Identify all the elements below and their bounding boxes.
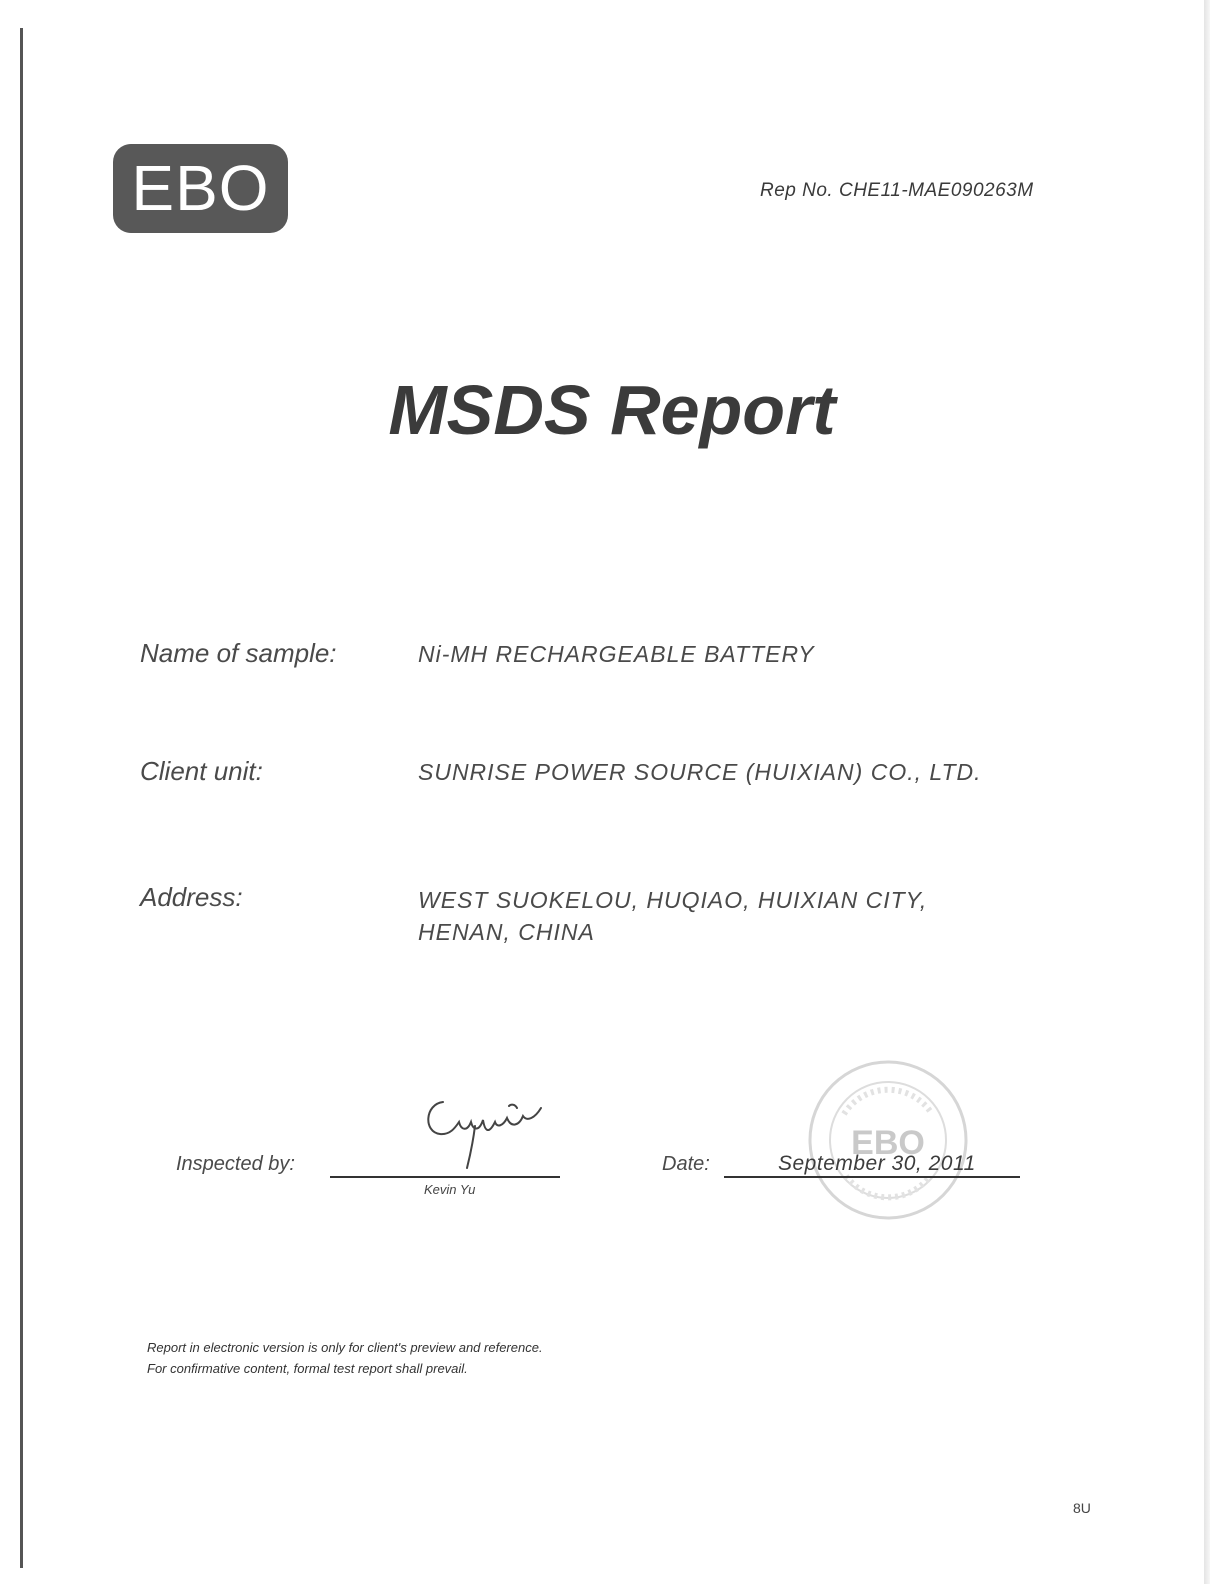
ebo-logo: EBO (113, 144, 288, 233)
address-label: Address: (140, 882, 243, 912)
address-line-1: WEST SUOKELOU, HUQIAO, HUIXIAN CITY, (418, 887, 928, 913)
date-value: September 30, 2011 (778, 1152, 976, 1175)
page-number: 8U (1073, 1500, 1091, 1516)
company-seal-stamp (806, 1058, 971, 1223)
disclaimer-line-2: For confirmative content, formal test report shall prevail. (147, 1361, 468, 1376)
client-value: SUNRISE POWER SOURCE (HUIXIAN) CO., LTD. (418, 759, 982, 785)
disclaimer-line-1: Report in electronic version is only for client's preview and reference. (147, 1340, 543, 1355)
handwritten-signature (415, 1082, 555, 1172)
sample-value: Ni-MH RECHARGEABLE BATTERY (418, 641, 815, 667)
date-label: Date: (662, 1153, 710, 1175)
report-number: Rep No. CHE11-MAE090263M (760, 180, 1034, 201)
inspector-signature-line (330, 1176, 560, 1178)
client-label: Client unit: (140, 756, 263, 786)
inspected-by-label: Inspected by: (176, 1153, 295, 1175)
inspector-name: Kevin Yu (424, 1182, 476, 1197)
page-title: MSDS Report (388, 371, 836, 449)
address-line-2: HENAN, CHINA (418, 919, 595, 945)
date-line (724, 1176, 1020, 1178)
sample-label: Name of sample: (140, 638, 337, 668)
scan-edge-shadow (1204, 0, 1210, 1584)
svg-text:EBO: EBO (851, 1124, 925, 1162)
scan-edge-line (20, 28, 23, 1568)
